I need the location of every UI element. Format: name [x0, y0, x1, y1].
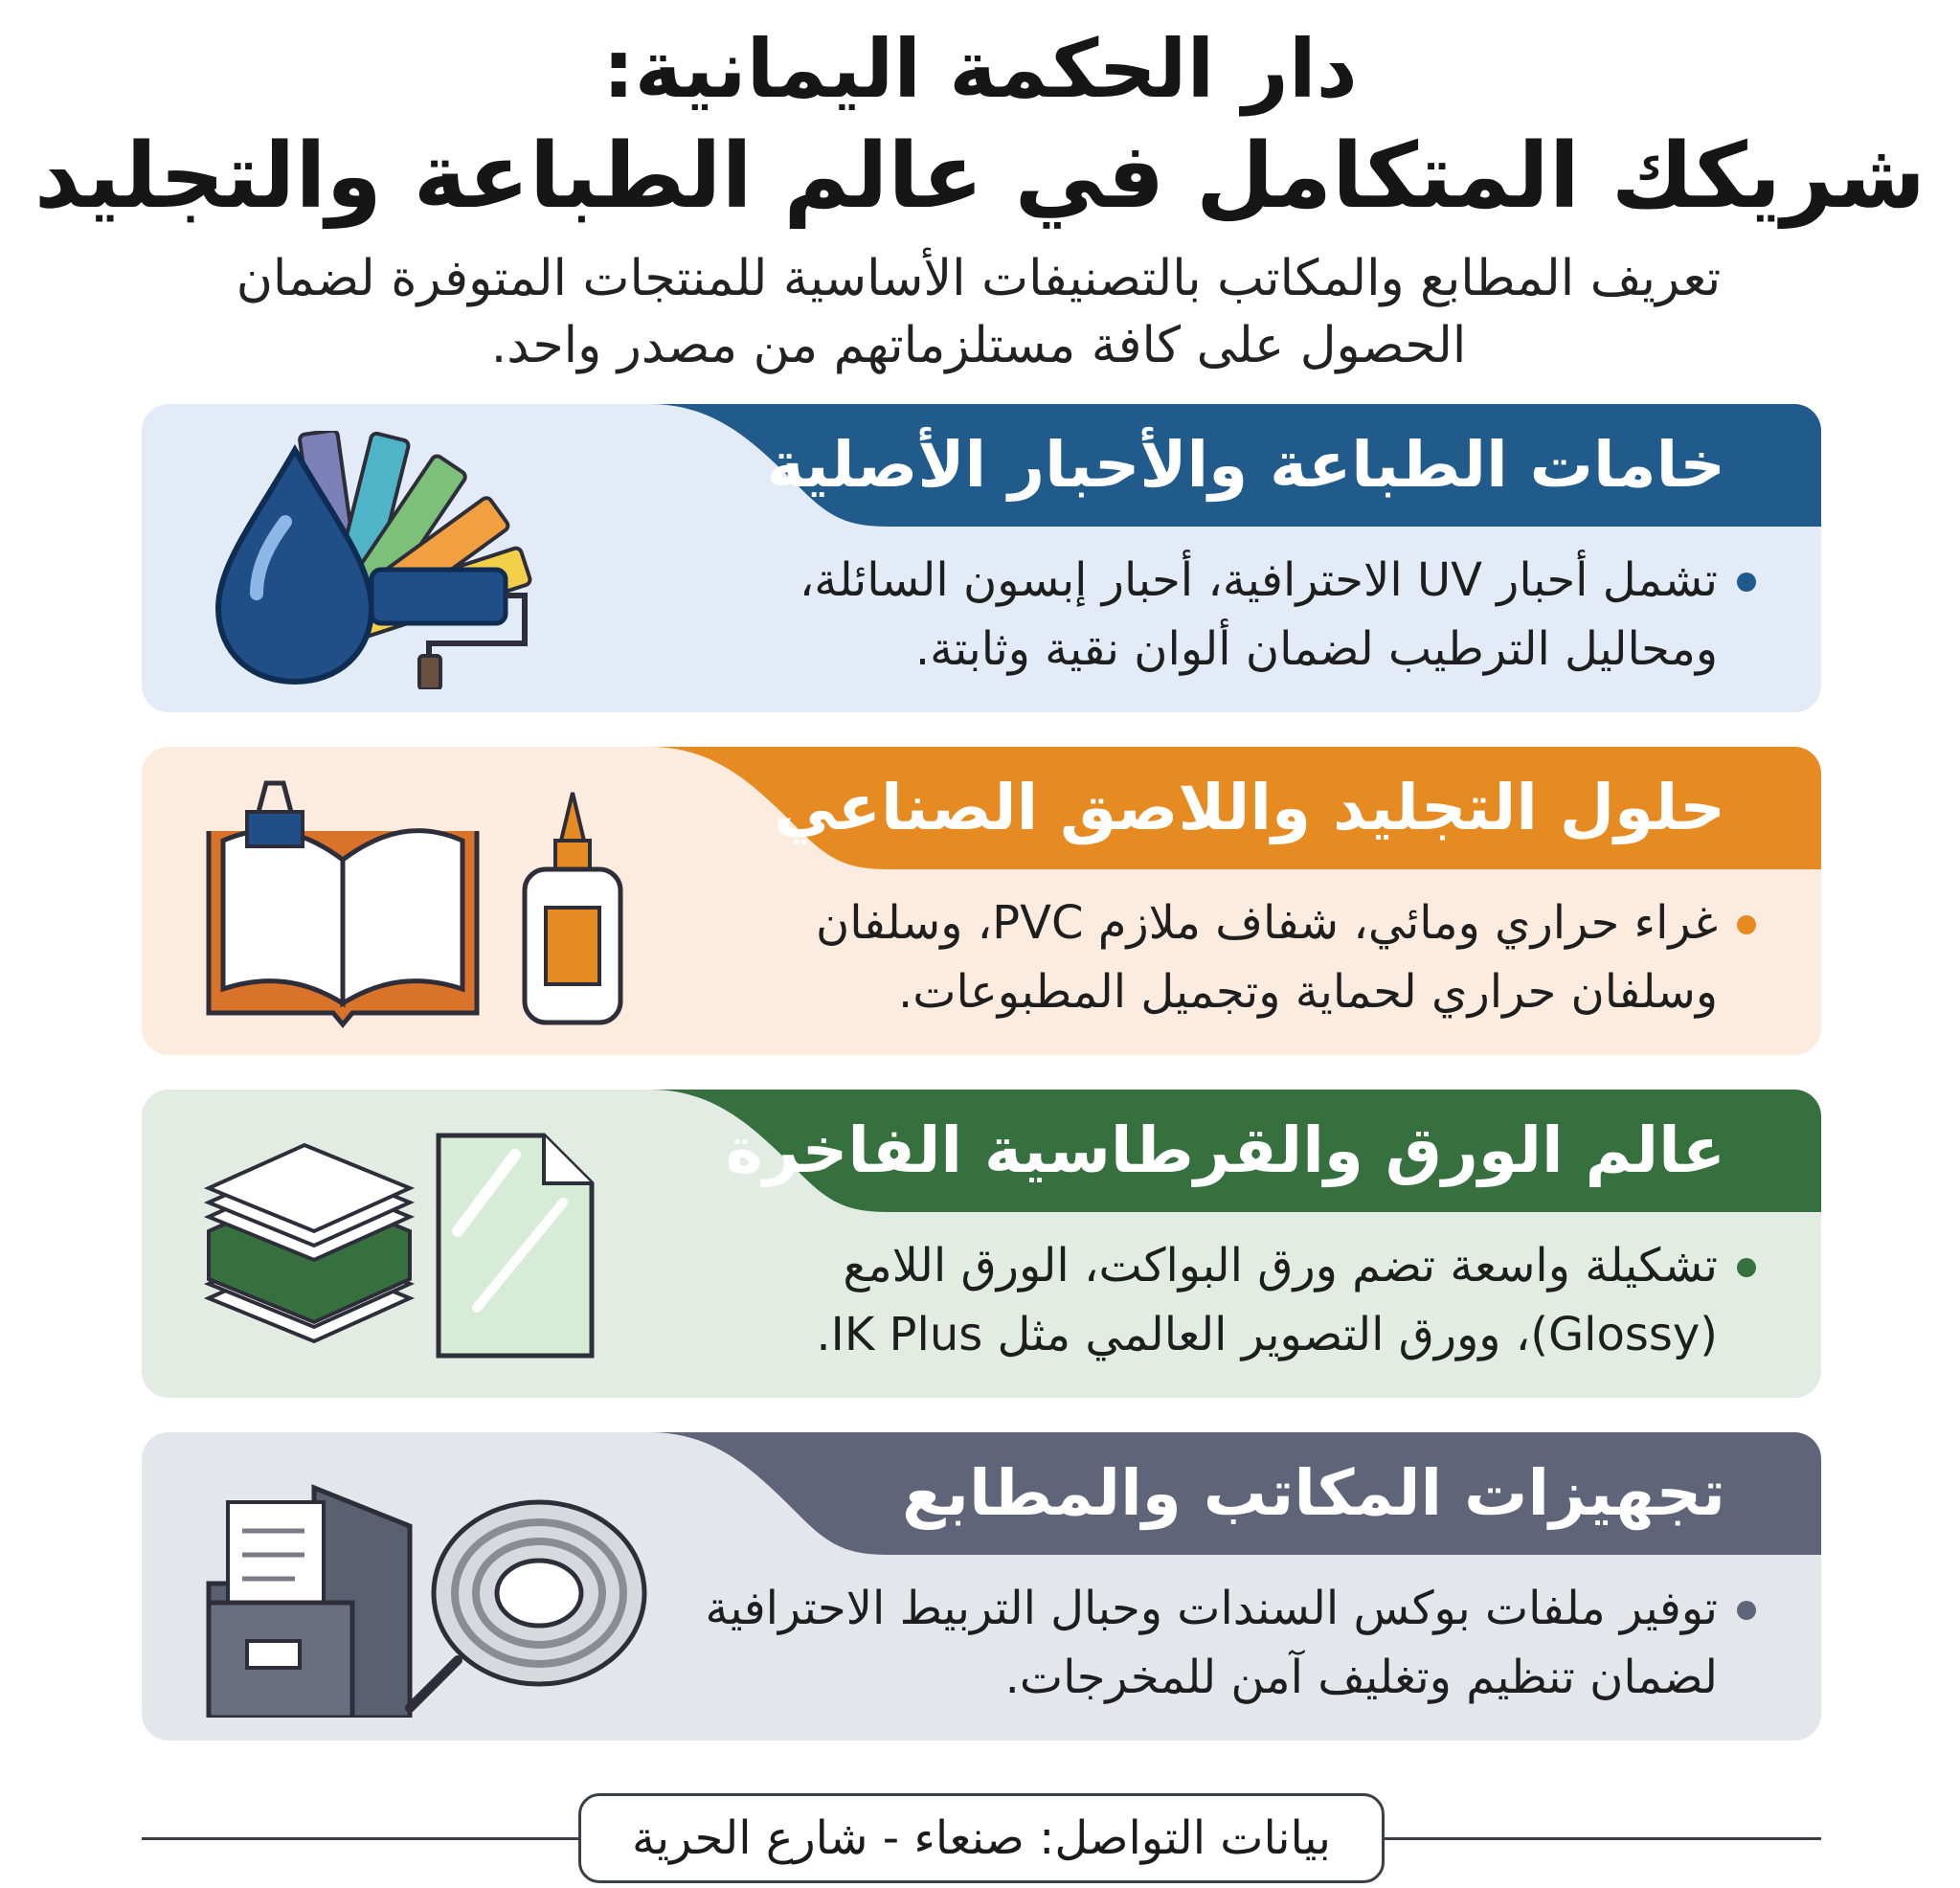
section-illustration: [190, 1459, 687, 1718]
page-subtitle: تعريف المطابع والمكاتب بالتصنيفات الأساسية للمنتجات المتوفرة لضمان الحصول على كافة مستلزماتهم من مصدر واحد.: [236, 250, 1722, 374]
open-book-icon: [209, 831, 477, 1024]
paper-stack-icon: [209, 1145, 410, 1341]
rope-coil-icon: [410, 1502, 644, 1708]
section-card-paper-stationery: [142, 1090, 1821, 1398]
ink-drop-icon: [218, 450, 372, 682]
page-title-line-2: شريكك المتكامل في عالم الطباعة والتجليد: [34, 124, 1926, 229]
section-heading: تجهيزات المكاتب والمطابع: [902, 1456, 1725, 1530]
contact-info: بيانات التواصل: صنعاء - شارع الحرية: [578, 1793, 1385, 1883]
glue-bottle-icon: [525, 793, 620, 1023]
section-heading: خامات الطباعة والأحبار الأصلية: [766, 428, 1725, 502]
glossy-sheet-icon: [439, 1135, 592, 1356]
bullet-dot: [1737, 1601, 1756, 1620]
bullet-dot: [1737, 573, 1756, 592]
section-card-office-supplies: [142, 1432, 1821, 1741]
section-illustration: [190, 1116, 687, 1375]
section-card-binding-adhesives: [142, 747, 1821, 1055]
section-illustration: [190, 431, 687, 689]
section-illustration: [190, 774, 687, 1032]
section-heading: عالم الورق والقرطاسية الفاخرة: [725, 1113, 1725, 1187]
bullet-dot: [1737, 915, 1756, 934]
section-description: غراء حراري ومائي، شفاف ملازم PVC، وسلفان وسلفان حراري لحماية وتجميل المطبوعات.: [815, 896, 1718, 1019]
section-description: تشكيلة واسعة تضم ورق البواكت، الورق اللامع (Glossy)، وورق التصوير العالمي مثل IK Plus.: [816, 1239, 1718, 1361]
section-description: تشمل أحبار UV الاحترافية، أحبار إبسون السائلة، ومحاليل الترطيب لضمان ألوان نقية وثابتة.: [799, 553, 1718, 676]
page-title-line-1: دار الحكمة اليمانية:: [602, 22, 1358, 116]
binder-clip-icon: [247, 783, 303, 846]
section-card-printing-inks: [142, 404, 1821, 712]
file-box-icon: [209, 1488, 410, 1718]
bullet-dot: [1737, 1258, 1756, 1277]
section-heading: حلول التجليد واللاصق الصناعي: [774, 771, 1725, 844]
section-description: توفير ملفات بوكس السندات وحبال التربيط الاحترافية لضمان تنظيم وتغليف آمن للمخرجات.: [705, 1582, 1718, 1704]
